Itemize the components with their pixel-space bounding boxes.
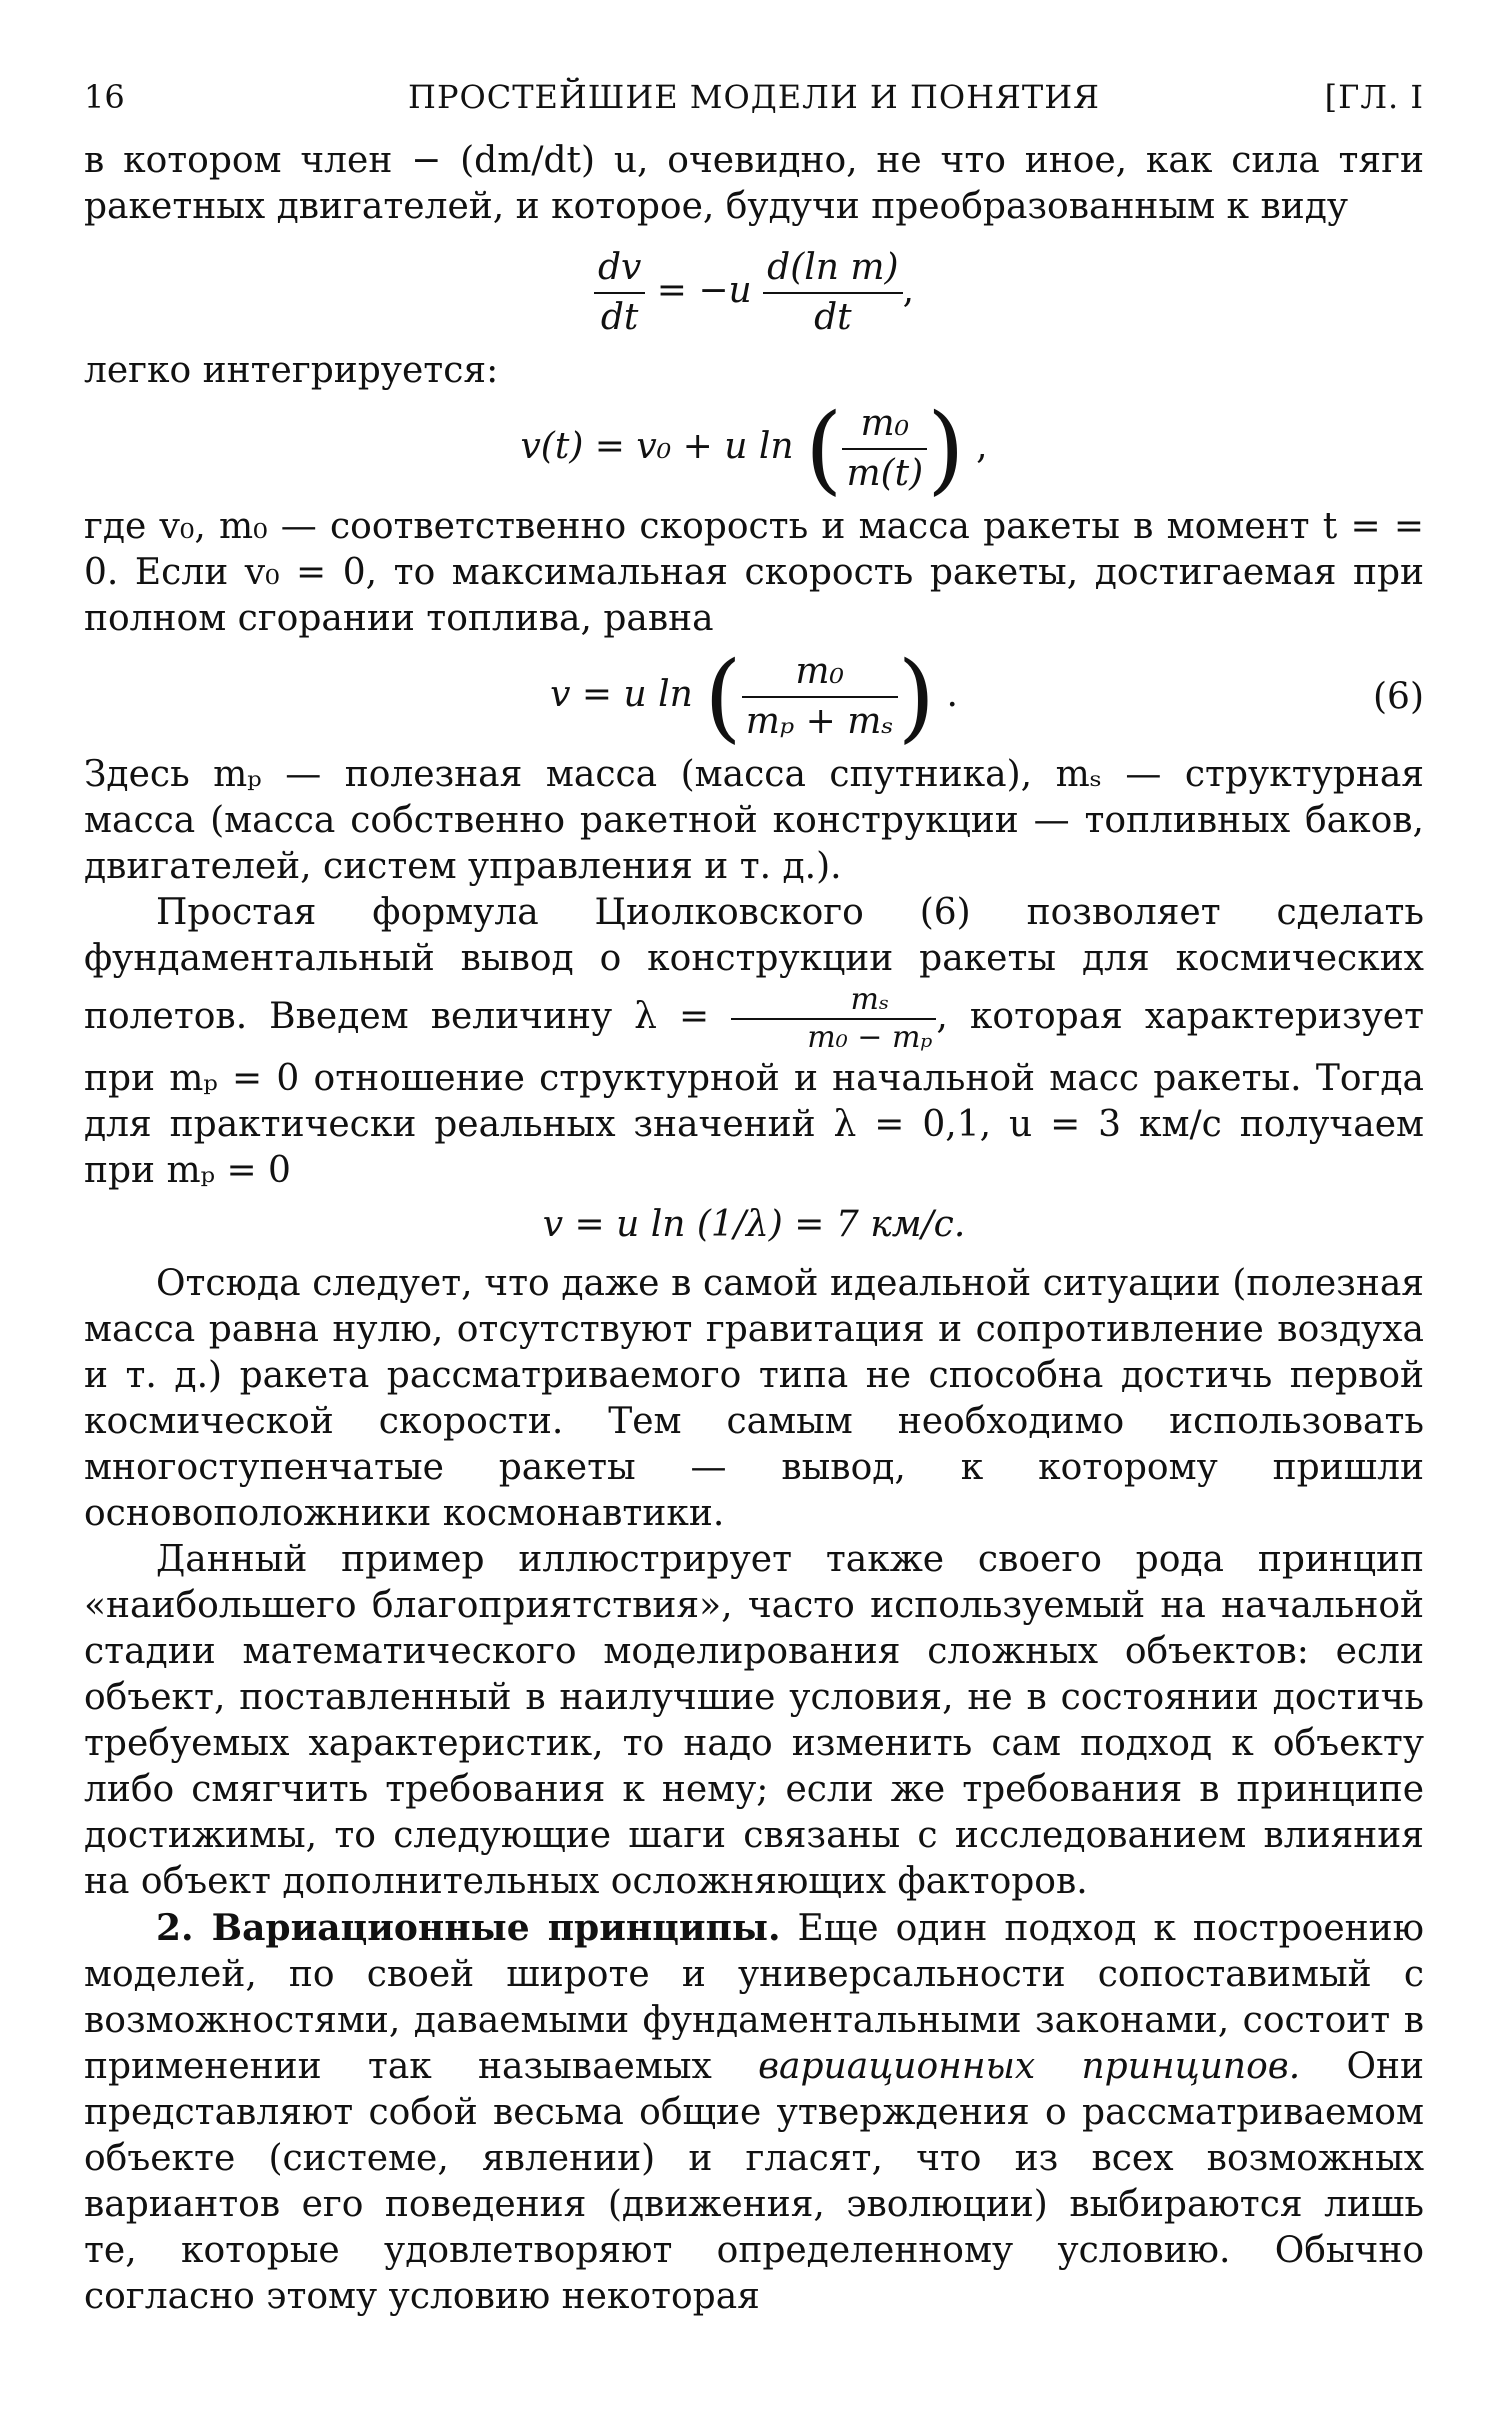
paragraph-1: в котором член − (dm/dt) u, очевидно, не что иное, как сила тяги ракетных двигателей, и которое, будучи преобразованным к виду (84, 140, 1424, 227)
fraction-dv-dt (594, 244, 645, 342)
paragraph-5-part-a: Простая формула Циолковского (6) позволяет сделать фундаментальный вывод о конструкции ракеты для космических полетов. Введем величину λ = (84, 892, 1424, 1037)
equation-lhs: v = u ln (550, 674, 693, 715)
fraction-m0-mp-ms (742, 648, 898, 746)
emphasized-term: вариационных принципов. (758, 2046, 1301, 2087)
paragraph-2: легко интегрируется: (84, 350, 499, 391)
chapter-label: [ГЛ. I (1324, 78, 1424, 116)
paragraph-8-part-a: Еще один подход к построению моделей, по своей широте и универсальности сопоставимый с возможностями, даваемыми фундаментальными законами, состоит в применении так называемых (84, 1908, 1424, 2087)
right-paren-icon: ) (897, 641, 936, 753)
fraction-dlnm-dt (763, 244, 902, 342)
page-number: 16 (84, 78, 125, 116)
paragraph-8 (84, 1905, 1424, 2320)
book-page (84, 78, 1424, 2320)
frac-denominator: mₚ + mₛ (745, 701, 894, 742)
section-heading: 2. Вариационные принципы. (156, 1907, 781, 1949)
frac-numerator: m₀ (842, 400, 927, 450)
equation-punct: , (902, 270, 915, 311)
paragraph-5 (84, 890, 1424, 1194)
frac-numerator: mₛ (731, 982, 936, 1020)
frac-denominator: dt (814, 297, 852, 338)
fraction-lambda (731, 982, 936, 1056)
frac-denominator: dt (600, 297, 639, 338)
running-title: ПРОСТЕЙШИЕ МОДЕЛИ И ПОНЯТИЯ (408, 78, 1100, 116)
equation-number: (6) (1373, 676, 1424, 718)
paragraph-3: где v₀, m₀ — соответственно скорость и масса ракеты в момент t = = 0. Если v₀ = 0, то максимальная скорость ракеты, достигаемая при полном сгорании топлива, равна (84, 506, 1424, 639)
equation-lhs: v(t) = v₀ + u ln (520, 426, 794, 467)
paragraph-5-part-b: , которая характеризует при mₚ = 0 отношение структурной и начальной масс ракеты. Тогда для практически реальных значений λ = 0,1, u = 3 км/с получаем при mₚ = 0 (84, 996, 1424, 1191)
fraction-m0-mt (842, 400, 927, 498)
equation-punct: , (976, 426, 988, 467)
frac-denominator: m(t) (846, 453, 924, 494)
left-paren-icon: ( (704, 641, 742, 753)
frac-denominator: m₀ − mₚ (807, 1020, 933, 1055)
equation-v-result: v = u ln (1/λ) = 7 км/с. (542, 1204, 966, 1245)
equation-punct: . (946, 674, 958, 715)
paragraph-4: Здесь mₚ — полезная масса (масса спутника), mₛ — структурная масса (масса собственно ракетной конструкции — топливных баков, двигателей, систем управления и т. д.). (84, 754, 1424, 887)
frac-numerator: dv (594, 244, 645, 294)
paragraph-7: Данный пример иллюстрирует также своего рода принцип «наибольшего благоприятствия», часто используемый на начальной стадии математического моделирования сложных объектов: если объект, поставленный в наилучшие условия, не в состоянии достичь требуемых характеристик, то надо изменить сам подход к объекту либо смягчить требования к нему; если же требования в принципе достижимы, то следующие шаги связаны с исследованием влияния на объект дополнительных осложняющих факторов. (84, 1539, 1424, 1902)
paragraph-8-part-b: Они представляют собой весьма общие утверждения о рассматриваемом объекте (системе, явлении) и гласят, что из всех возможных вариантов его поведения (движения, эволюции) выбираются лишь те, которые удовлетворяют определенному условию. Обычно согласно этому условию некоторая (84, 2046, 1424, 2317)
frac-numerator: d(ln m) (763, 244, 902, 294)
equation-v-of-t (84, 393, 1424, 505)
left-paren-icon: ( (805, 393, 843, 505)
page-header (84, 78, 1424, 138)
right-paren-icon: ) (927, 393, 965, 505)
equation-operator: = −u (645, 270, 764, 311)
equation-6 (84, 641, 1424, 753)
frac-numerator: m₀ (742, 648, 898, 698)
paragraph-6: Отсюда следует, что даже в самой идеальной ситуации (полезная масса равна нулю, отсутствуют гравитация и сопротивление воздуха и т. д.) ракета рассматриваемого типа не способна достичь первой космической скорости. Тем самым необходимо использовать многоступенчатые ракеты — вывод, к которому пришли основоположники космонавтики. (84, 1263, 1424, 1534)
equation-dv-dt (84, 244, 1424, 342)
